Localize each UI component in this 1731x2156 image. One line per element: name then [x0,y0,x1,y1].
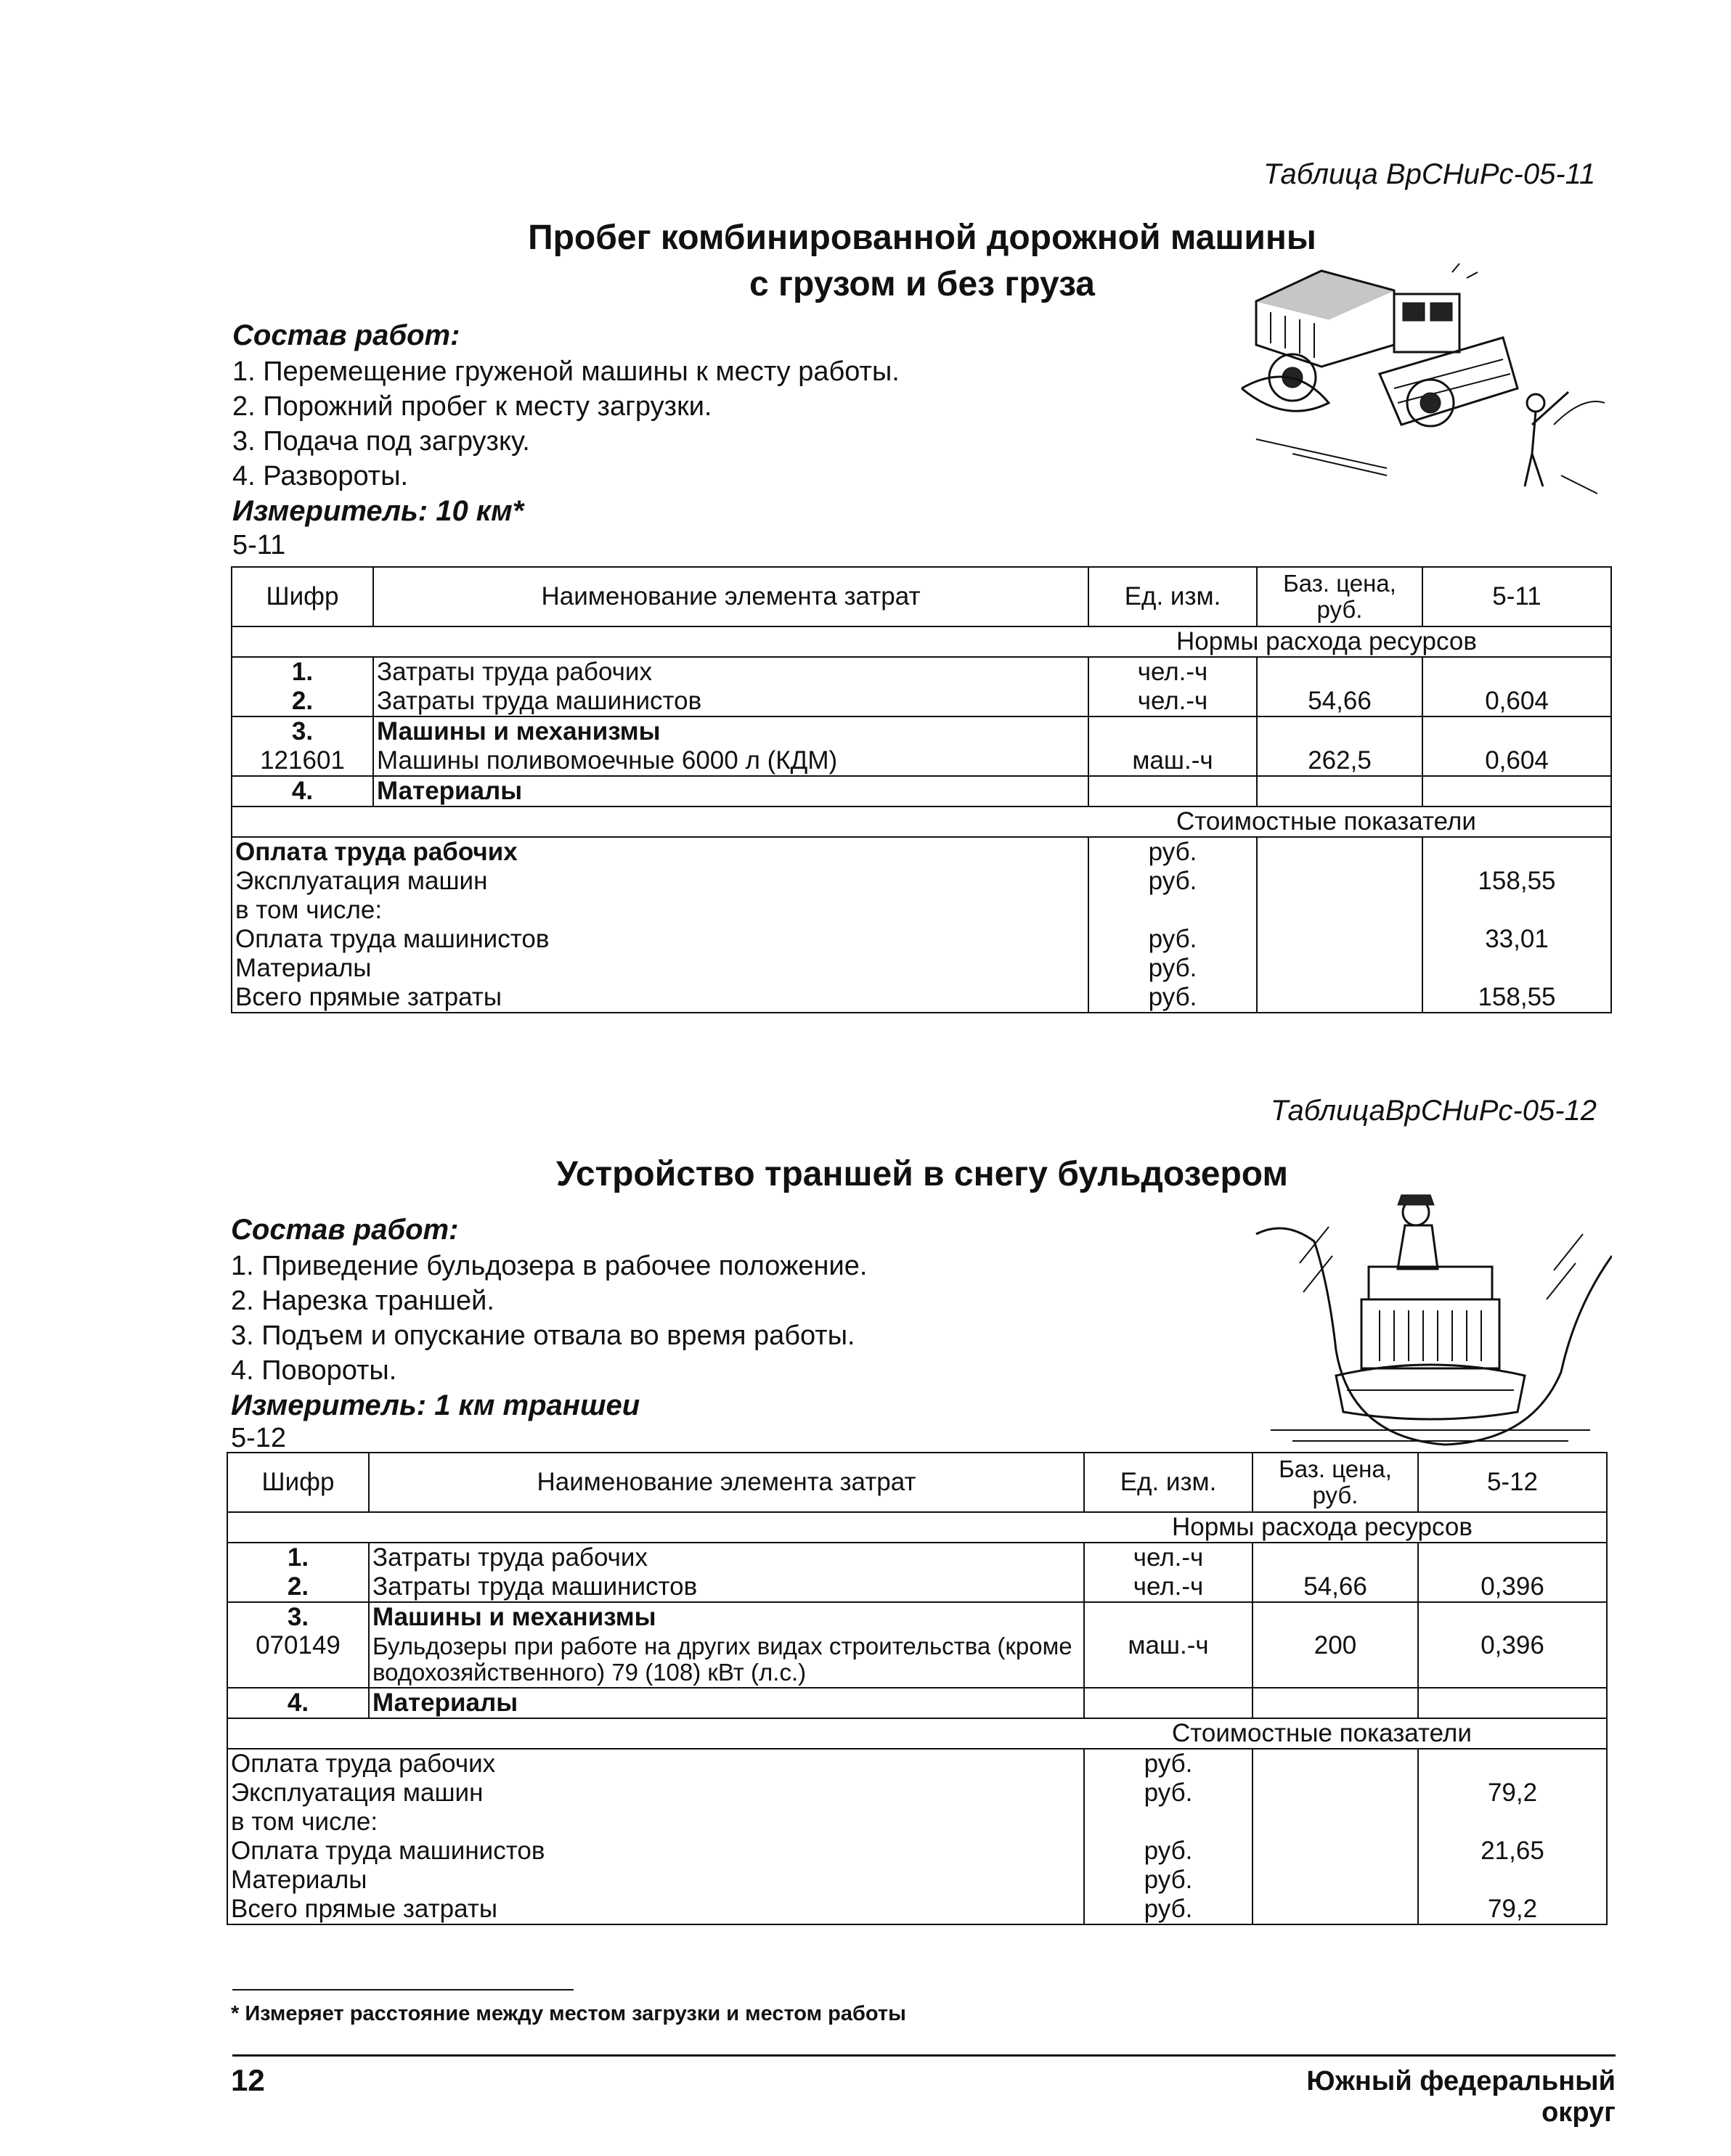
work-step: 4. Развороты. [232,461,409,491]
row-unit: маш.-ч [1088,746,1257,776]
header-cipher: Шифр [232,567,373,626]
header-name: Наименование элемента затрат [369,1453,1084,1512]
composition-heading: Состав работ: [232,319,460,351]
table-reference: ТаблицаВрСНиРс-05-12 [1271,1095,1597,1127]
row-number: 4. [232,776,373,807]
header-col: 5-12 [1418,1453,1607,1512]
row-name: Бульдозеры при работе на других видах строительства (кроме водохозяйственного) 79 (108) кВт (л.с.) [369,1632,1084,1688]
table-reference: Таблица ВрСНиРс-05-11 [1263,158,1596,190]
footnote: * Измеряет расстояние между местом загрузки и местом работы [231,2002,906,2025]
section-title-line2: с грузом и без груза [749,265,1095,303]
row-value: 0,604 [1422,746,1611,776]
row-unit: чел.-ч [1088,657,1257,687]
cost-value: 21,65 [1418,1837,1607,1866]
table-code: 5-12 [231,1423,287,1453]
row-number: 3. [227,1602,369,1632]
row-name: Машины и механизмы [373,716,1088,746]
work-step: 1. Приведение бульдозера в рабочее положение. [231,1251,868,1281]
work-step: 2. Нарезка траншей. [231,1286,494,1316]
work-step: 3. Подача под загрузку. [232,426,530,457]
district-name: Южный федеральный округ [1306,2066,1616,2128]
cost-value [1422,837,1611,867]
work-step: 1. Перемещение груженой машины к месту работы. [232,356,900,387]
cost-unit [1084,1808,1253,1837]
row-price: 54,66 [1253,1572,1418,1602]
cost-name: Эксплуатация машин [232,867,1088,896]
row-number: 1. [232,657,373,687]
cost-value: 33,01 [1422,925,1611,954]
row-value: 0,396 [1418,1632,1607,1688]
cost-value [1422,896,1611,925]
cost-unit: руб. [1088,983,1257,1013]
cost-unit: руб. [1084,1749,1253,1779]
row-unit: чел.-ч [1084,1543,1253,1572]
section-title-line1: Устройство траншей в снегу бульдозером [556,1155,1288,1193]
row-price: 262,5 [1257,746,1422,776]
cost-value: 79,2 [1418,1895,1607,1924]
cost-name: Оплата труда рабочих [232,837,1088,867]
header-price: Баз. цена, руб. [1257,567,1422,626]
cost-unit: руб. [1084,1866,1253,1895]
cost-name: Оплата труда машинистов [232,925,1088,954]
cost-value [1422,954,1611,983]
cost-unit: руб. [1084,1837,1253,1866]
measure-unit: Измеритель: 1 км траншеи [231,1389,640,1421]
measure-unit: Измеритель: 10 км* [232,495,524,527]
row-name: Затраты труда машинистов [373,687,1088,716]
cost-name: Всего прямые затраты [232,983,1088,1013]
row-name: Затраты труда машинистов [369,1572,1084,1602]
row-number: 1. [227,1543,369,1572]
work-step: 4. Повороты. [231,1355,397,1386]
row-value [1418,1543,1607,1572]
cost-value: 79,2 [1418,1779,1607,1808]
header-unit: Ед. изм. [1088,567,1257,626]
cost-name: Материалы [232,954,1088,983]
row-price: 54,66 [1257,687,1422,716]
section-title-line1: Пробег комбинированной дорожной машины [528,219,1316,257]
header-cipher: Шифр [227,1453,369,1512]
cost-name: Оплата труда рабочих [227,1749,1084,1779]
cost-unit: руб. [1088,954,1257,983]
footer-divider [232,2054,1616,2057]
row-name: Затраты труда рабочих [369,1543,1084,1572]
cost-value [1418,1749,1607,1779]
footnote-divider [232,1989,574,1990]
row-name: Материалы [369,1688,1084,1718]
row-number: 2. [227,1572,369,1602]
cost-value: 158,55 [1422,983,1611,1013]
cost-unit: руб. [1088,867,1257,896]
cost-label: Стоимостные показатели [227,1718,1607,1749]
cost-name: Всего прямые затраты [227,1895,1084,1924]
norms-table [227,1452,1608,1925]
cost-unit: руб. [1084,1895,1253,1924]
composition-heading: Состав работ: [231,1214,459,1246]
row-price [1257,657,1422,687]
norms-table [231,566,1612,1013]
norms-label: Нормы расхода ресурсов [227,1512,1607,1543]
row-number: 4. [227,1688,369,1718]
header-price: Баз. цена, руб. [1253,1453,1418,1512]
cost-unit: руб. [1088,837,1257,867]
cost-name: в том числе: [227,1808,1084,1837]
cost-unit [1088,896,1257,925]
row-name: Затраты труда рабочих [373,657,1088,687]
row-name: Материалы [373,776,1088,807]
cost-unit: руб. [1084,1779,1253,1808]
norms-label: Нормы расхода ресурсов [232,626,1611,657]
cost-label: Стоимостные показатели [232,807,1611,837]
row-value: 0,396 [1418,1572,1607,1602]
cost-value [1418,1866,1607,1895]
work-step: 2. Порожний пробег к месту загрузки. [232,391,712,422]
cost-value [1418,1808,1607,1837]
bulldozer-illustration [1249,1183,1612,1452]
header-col: 5-11 [1422,567,1611,626]
page-number: 12 [231,2063,265,2097]
road-machine-illustration [1213,258,1605,508]
row-unit: чел.-ч [1084,1572,1253,1602]
row-value: 0,604 [1422,687,1611,716]
header-unit: Ед. изм. [1084,1453,1253,1512]
row-number: 121601 [232,746,373,776]
cost-unit: руб. [1088,925,1257,954]
cost-name: Оплата труда машинистов [227,1837,1084,1866]
row-name: Машины и механизмы [369,1602,1084,1632]
row-number: 3. [232,716,373,746]
row-price [1253,1543,1418,1572]
row-name: Машины поливомоечные 6000 л (КДМ) [373,746,1088,776]
cost-value: 158,55 [1422,867,1611,896]
cost-name: Эксплуатация машин [227,1779,1084,1808]
cost-name: в том числе: [232,896,1088,925]
row-price: 200 [1253,1632,1418,1688]
cost-name: Материалы [227,1866,1084,1895]
row-value [1422,657,1611,687]
row-unit: чел.-ч [1088,687,1257,716]
work-step: 3. Подъем и опускание отвала во время работы. [231,1320,855,1351]
header-name: Наименование элемента затрат [373,567,1088,626]
row-number: 2. [232,687,373,716]
row-unit: маш.-ч [1084,1632,1253,1688]
row-number: 070149 [227,1632,369,1688]
table-code: 5-11 [232,530,286,560]
